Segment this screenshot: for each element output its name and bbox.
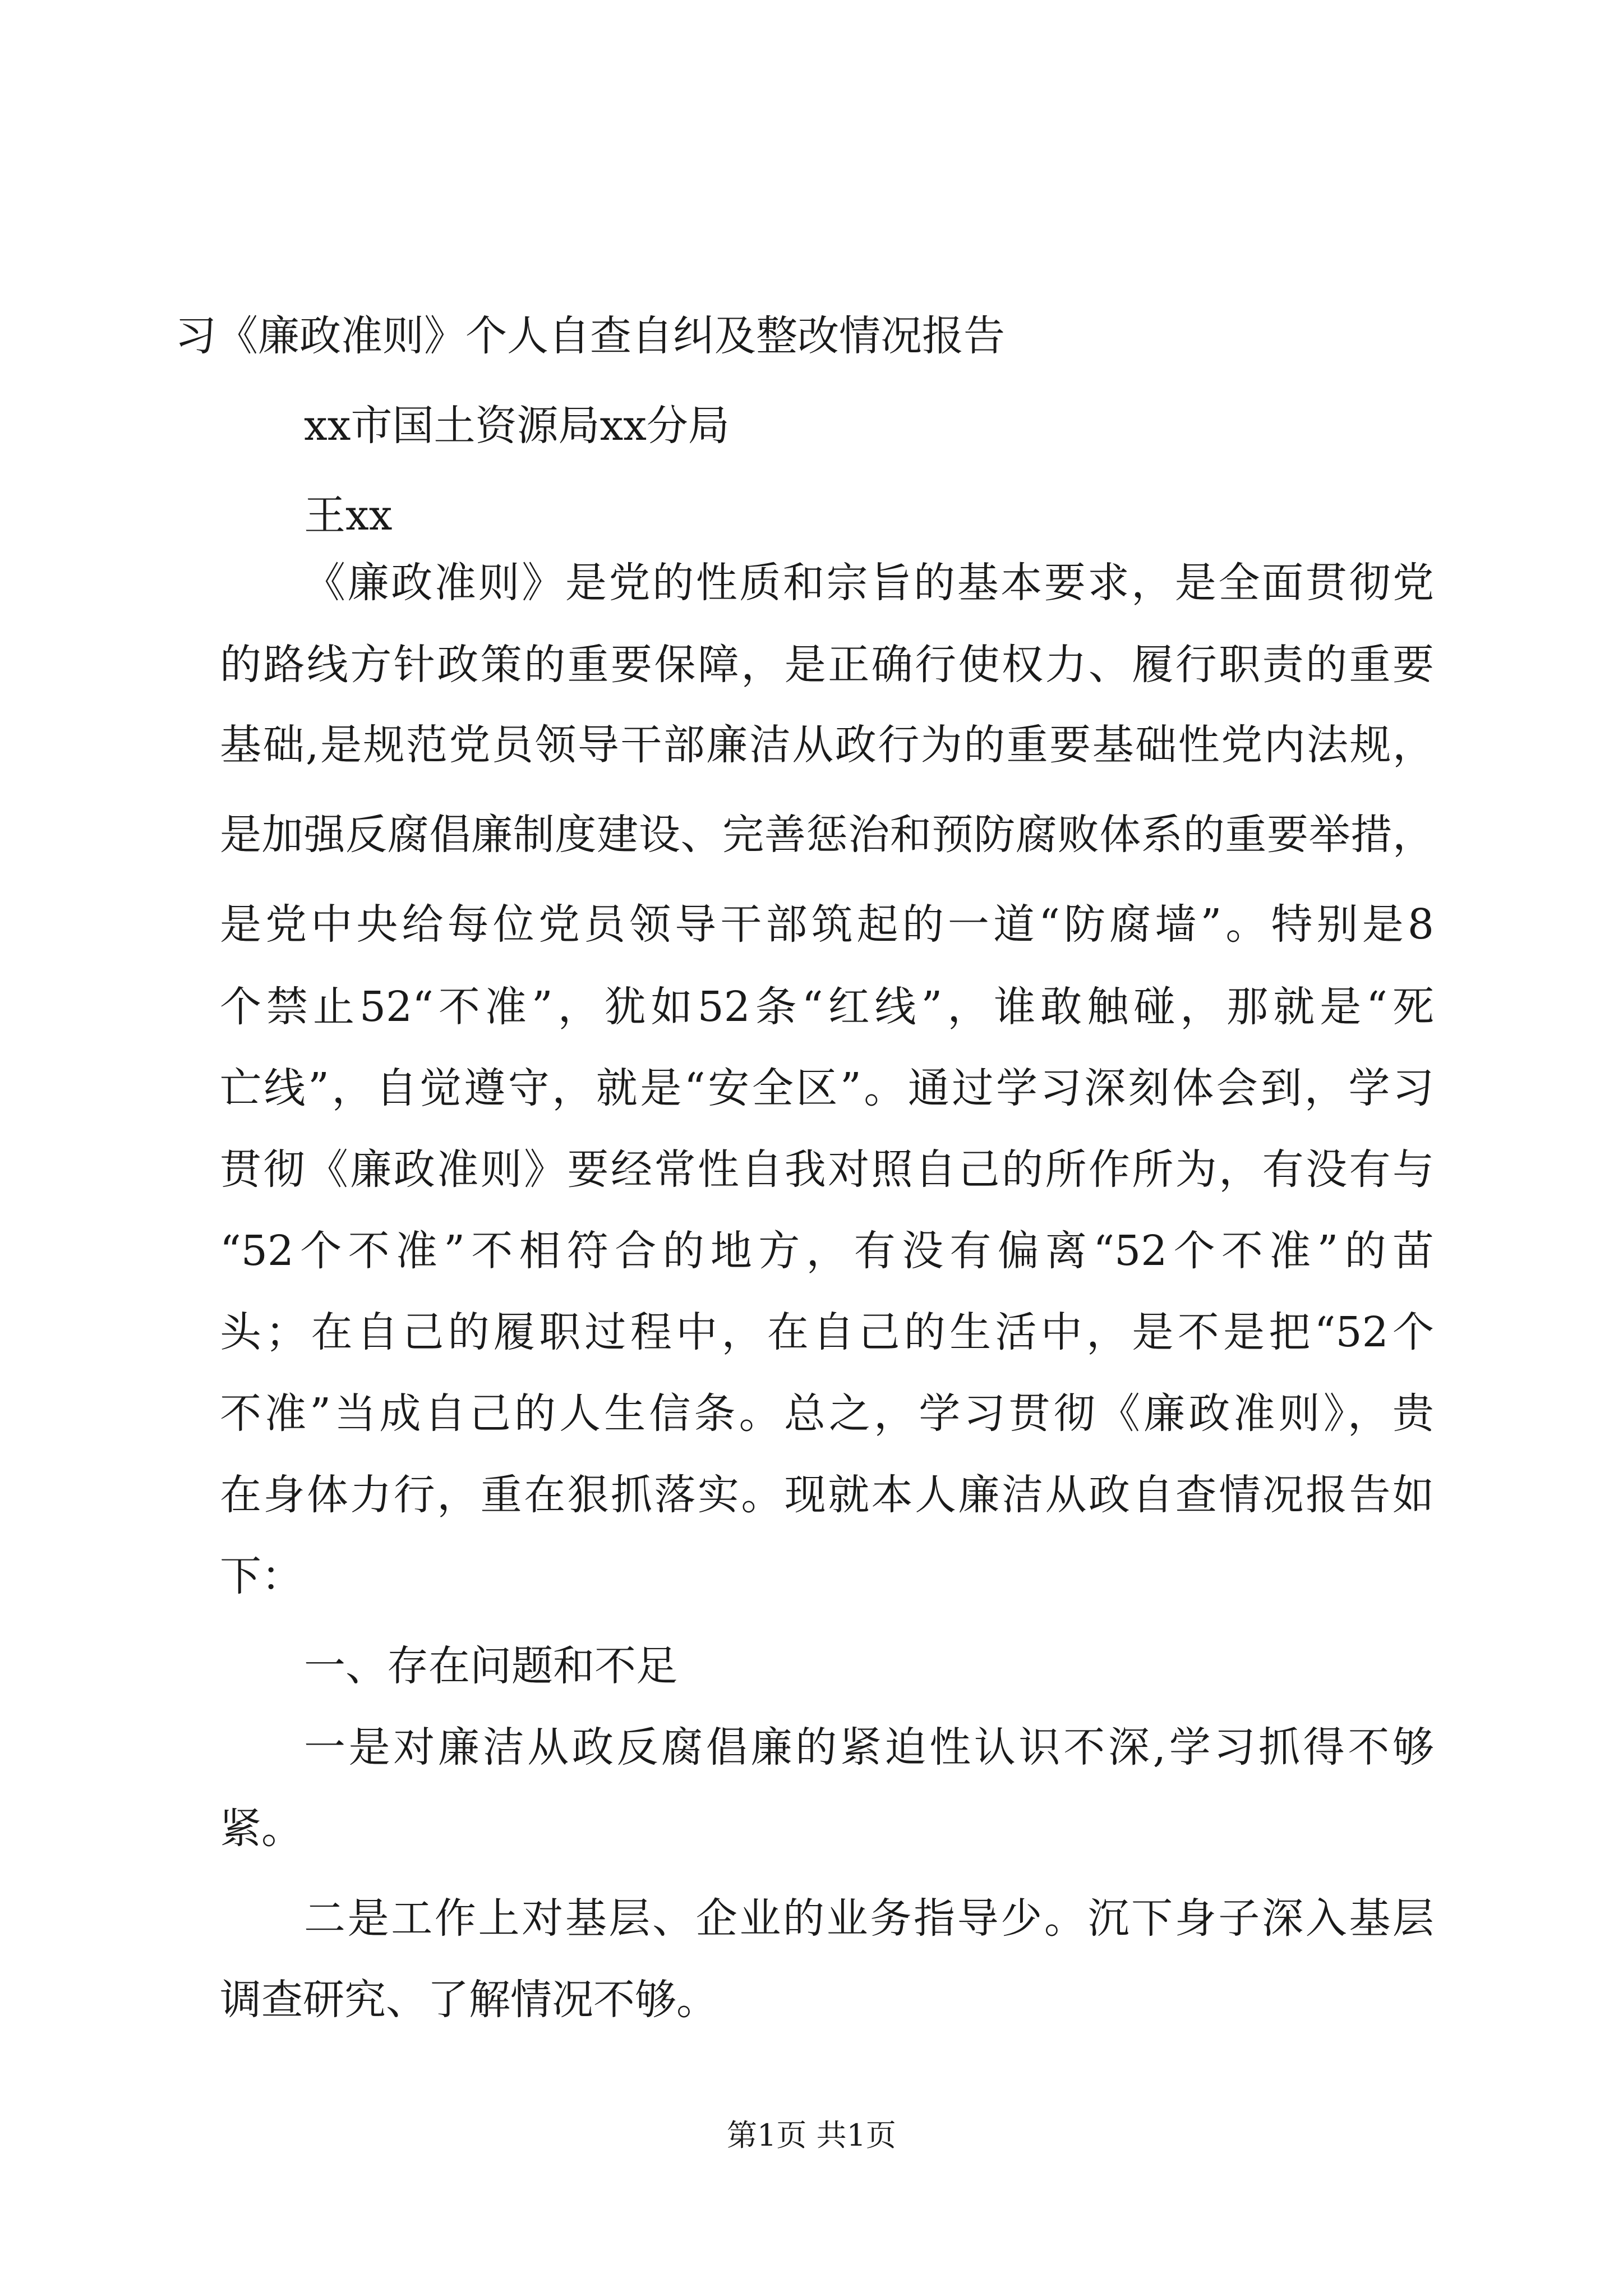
paragraph-line: 头；在自己的履职过程中，在自己的生活中，是不是把“52个: [220, 1308, 1434, 1356]
paragraph-line: 二是工作上对基层、企业的业务指导少。沉下身子深入基层: [304, 1894, 1434, 1943]
paragraph-line: 是加强反腐倡廉制度建设、完善惩治和预防腐败体系的重要举措，: [220, 811, 1434, 859]
paragraph-line: 不准”当成自己的人生信条。总之，学习贯彻《廉政准则》，贵: [220, 1389, 1434, 1438]
paragraph-line: 是党中央给每位党员领导干部筑起的一道“防腐墙”。特别是8: [220, 900, 1434, 949]
section-heading: 一、存在问题和不足: [304, 1642, 677, 1690]
paragraph-line: 基础,是规范党员领导干部廉洁从政行为的重要基础性党内法规，: [220, 721, 1434, 769]
author-line: 王xx: [304, 491, 393, 540]
paragraph-line: 调查研究、了解情况不够。: [220, 1976, 718, 2024]
document-title: 习《廉政准则》个人自查自纠及整改情况报告: [175, 312, 1005, 360]
paragraph-line: 紧。: [220, 1805, 303, 1853]
paragraph-line: “52个不准”不相符合的地方，有没有偏离“52个不准”的苗: [220, 1227, 1434, 1275]
paragraph-line: 一是对廉洁从政反腐倡廉的紧迫性认识不深,学习抓得不够: [304, 1723, 1434, 1772]
paragraph-line: 的路线方针政策的重要保障，是正确行使权力、履行职责的重要: [220, 641, 1434, 689]
paragraph-line: 下：: [220, 1552, 303, 1600]
page-footer: 第1页 共1页: [727, 2118, 896, 2153]
paragraph-line: 贯彻《廉政准则》要经常性自我对照自己的所作所为，有没有与: [220, 1145, 1434, 1194]
paragraph-line: 个禁止52“不准”，犹如52条“红线”，谁敢触碰，那就是“死: [220, 983, 1434, 1031]
paragraph-line: 在身体力行，重在狠抓落实。现就本人廉洁从政自查情况报告如: [220, 1471, 1434, 1519]
organization-line: xx市国土资源局xx分局: [304, 402, 730, 450]
paragraph-line: 《廉政准则》是党的性质和宗旨的基本要求，是全面贯彻党: [304, 559, 1434, 607]
paragraph-line: 亡线”，自觉遵守，就是“安全区”。通过学习深刻体会到，学习: [220, 1064, 1434, 1112]
